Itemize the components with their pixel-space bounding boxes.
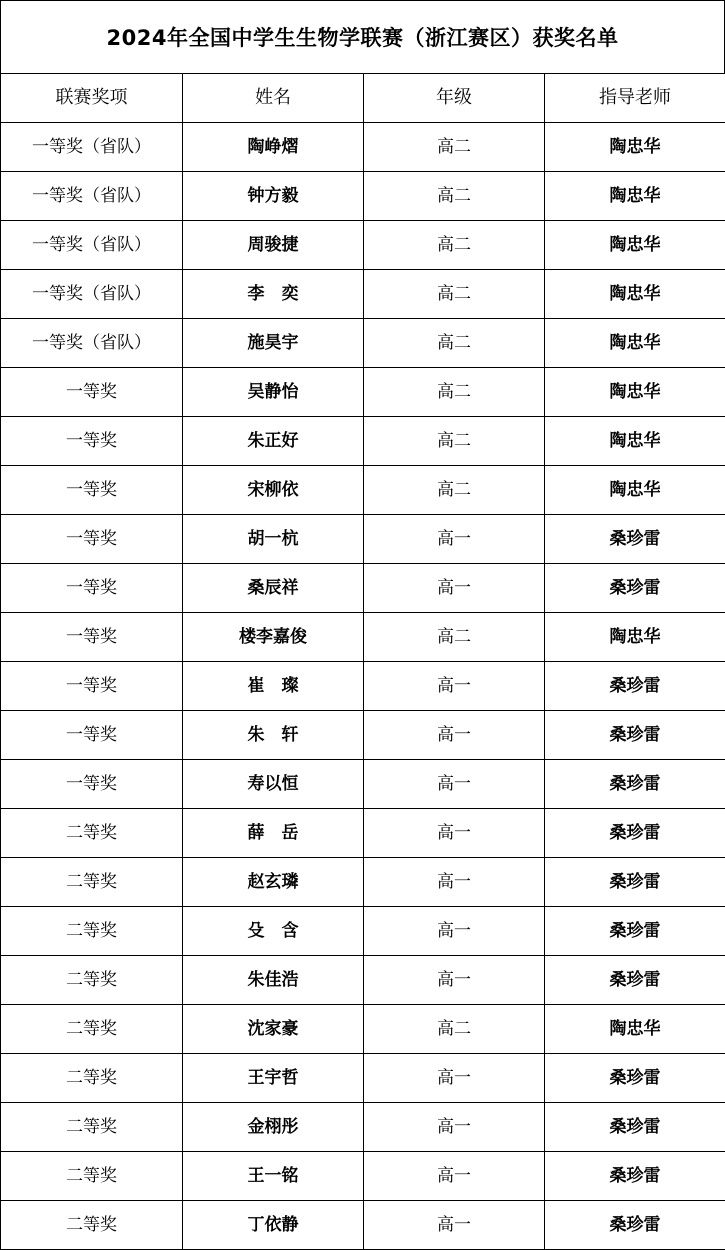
name-cell: 王宇哲 xyxy=(183,1054,364,1103)
name-cell: 宋柳依 xyxy=(183,466,364,515)
grade-cell: 高一 xyxy=(364,662,545,711)
name-cell: 陶峥熠 xyxy=(183,123,364,172)
header-name: 姓名 xyxy=(183,74,364,123)
grade-cell: 高二 xyxy=(364,417,545,466)
header-teacher: 指导老师 xyxy=(545,74,725,123)
teacher-cell: 桑珍雷 xyxy=(545,1103,725,1152)
award-cell: 一等奖（省队） xyxy=(1,221,183,270)
award-cell: 二等奖 xyxy=(1,809,183,858)
teacher-cell: 陶忠华 xyxy=(545,172,725,221)
table-row xyxy=(1,956,725,1005)
grade-cell: 高二 xyxy=(364,270,545,319)
grade-cell: 高一 xyxy=(364,1201,545,1250)
grade-cell: 高一 xyxy=(364,564,545,613)
teacher-cell: 陶忠华 xyxy=(545,368,725,417)
award-cell: 二等奖 xyxy=(1,956,183,1005)
name-cell: 吴静怡 xyxy=(183,368,364,417)
award-cell: 一等奖 xyxy=(1,466,183,515)
grade-cell: 高一 xyxy=(364,907,545,956)
grade-cell: 高二 xyxy=(364,172,545,221)
award-table xyxy=(0,73,725,1250)
award-cell: 二等奖 xyxy=(1,858,183,907)
name-cell: 胡一杭 xyxy=(183,515,364,564)
award-cell: 二等奖 xyxy=(1,907,183,956)
table-row xyxy=(1,809,725,858)
grade-cell: 高二 xyxy=(364,613,545,662)
grade-cell: 高二 xyxy=(364,368,545,417)
award-cell: 二等奖 xyxy=(1,1103,183,1152)
award-cell: 一等奖 xyxy=(1,417,183,466)
grade-cell: 高一 xyxy=(364,809,545,858)
grade-cell: 高二 xyxy=(364,1005,545,1054)
grade-cell: 高一 xyxy=(364,1054,545,1103)
table-row xyxy=(1,1103,725,1152)
name-cell: 李 奕 xyxy=(183,270,364,319)
award-cell: 一等奖 xyxy=(1,760,183,809)
name-cell: 丁依静 xyxy=(183,1201,364,1250)
teacher-cell: 桑珍雷 xyxy=(545,711,725,760)
award-cell: 二等奖 xyxy=(1,1054,183,1103)
name-cell: 施昊宇 xyxy=(183,319,364,368)
teacher-cell: 桑珍雷 xyxy=(545,858,725,907)
grade-cell: 高二 xyxy=(364,123,545,172)
teacher-cell: 桑珍雷 xyxy=(545,1152,725,1201)
teacher-cell: 桑珍雷 xyxy=(545,907,725,956)
award-cell: 一等奖 xyxy=(1,662,183,711)
document-title: 2024年全国中学生生物学联赛（浙江赛区）获奖名单 xyxy=(0,0,725,74)
name-cell: 桑辰祥 xyxy=(183,564,364,613)
name-cell: 沈家豪 xyxy=(183,1005,364,1054)
teacher-cell: 桑珍雷 xyxy=(545,760,725,809)
teacher-cell: 陶忠华 xyxy=(545,123,725,172)
table-row xyxy=(1,1005,725,1054)
grade-cell: 高二 xyxy=(364,319,545,368)
grade-cell: 高一 xyxy=(364,858,545,907)
award-cell: 一等奖（省队） xyxy=(1,172,183,221)
grade-cell: 高一 xyxy=(364,1152,545,1201)
award-cell: 一等奖 xyxy=(1,613,183,662)
teacher-cell: 陶忠华 xyxy=(545,417,725,466)
table-row xyxy=(1,417,725,466)
teacher-cell: 桑珍雷 xyxy=(545,662,725,711)
award-cell: 一等奖 xyxy=(1,368,183,417)
name-cell: 薛 岳 xyxy=(183,809,364,858)
table-row xyxy=(1,466,725,515)
award-cell: 一等奖（省队） xyxy=(1,123,183,172)
teacher-cell: 桑珍雷 xyxy=(545,809,725,858)
table-row xyxy=(1,858,725,907)
header-award: 联赛奖项 xyxy=(1,74,183,123)
teacher-cell: 桑珍雷 xyxy=(545,1201,725,1250)
table-row xyxy=(1,319,725,368)
teacher-cell: 陶忠华 xyxy=(545,270,725,319)
table-body xyxy=(1,123,725,1250)
table-row xyxy=(1,1201,725,1250)
name-cell: 赵玄璘 xyxy=(183,858,364,907)
name-cell: 殳 含 xyxy=(183,907,364,956)
name-cell: 朱佳浩 xyxy=(183,956,364,1005)
table-row xyxy=(1,1054,725,1103)
table-row xyxy=(1,270,725,319)
teacher-cell: 陶忠华 xyxy=(545,1005,725,1054)
award-cell: 二等奖 xyxy=(1,1005,183,1054)
grade-cell: 高二 xyxy=(364,466,545,515)
grade-cell: 高一 xyxy=(364,760,545,809)
teacher-cell: 桑珍雷 xyxy=(545,515,725,564)
teacher-cell: 桑珍雷 xyxy=(545,1054,725,1103)
name-cell: 朱正好 xyxy=(183,417,364,466)
table-row xyxy=(1,221,725,270)
table-row xyxy=(1,760,725,809)
table-row xyxy=(1,907,725,956)
name-cell: 楼李嘉俊 xyxy=(183,613,364,662)
award-cell: 二等奖 xyxy=(1,1201,183,1250)
table-row xyxy=(1,368,725,417)
award-cell: 一等奖 xyxy=(1,564,183,613)
award-cell: 二等奖 xyxy=(1,1152,183,1201)
award-cell: 一等奖（省队） xyxy=(1,270,183,319)
header-grade: 年级 xyxy=(364,74,545,123)
name-cell: 朱 轩 xyxy=(183,711,364,760)
table-row xyxy=(1,564,725,613)
grade-cell: 高一 xyxy=(364,1103,545,1152)
table-row xyxy=(1,123,725,172)
grade-cell: 高一 xyxy=(364,956,545,1005)
award-cell: 一等奖 xyxy=(1,515,183,564)
table-row xyxy=(1,515,725,564)
teacher-cell: 陶忠华 xyxy=(545,221,725,270)
award-cell: 一等奖 xyxy=(1,711,183,760)
grade-cell: 高一 xyxy=(364,515,545,564)
teacher-cell: 陶忠华 xyxy=(545,613,725,662)
award-cell: 一等奖（省队） xyxy=(1,319,183,368)
teacher-cell: 桑珍雷 xyxy=(545,564,725,613)
teacher-cell: 陶忠华 xyxy=(545,319,725,368)
teacher-cell: 陶忠华 xyxy=(545,466,725,515)
table-row xyxy=(1,1152,725,1201)
table-header-row xyxy=(1,74,725,123)
table-row xyxy=(1,662,725,711)
name-cell: 崔 璨 xyxy=(183,662,364,711)
grade-cell: 高一 xyxy=(364,711,545,760)
teacher-cell: 桑珍雷 xyxy=(545,956,725,1005)
table-row xyxy=(1,172,725,221)
table-row xyxy=(1,711,725,760)
name-cell: 王一铭 xyxy=(183,1152,364,1201)
name-cell: 寿以恒 xyxy=(183,760,364,809)
grade-cell: 高二 xyxy=(364,221,545,270)
name-cell: 钟方毅 xyxy=(183,172,364,221)
table-row xyxy=(1,613,725,662)
name-cell: 金栩彤 xyxy=(183,1103,364,1152)
name-cell: 周骏捷 xyxy=(183,221,364,270)
